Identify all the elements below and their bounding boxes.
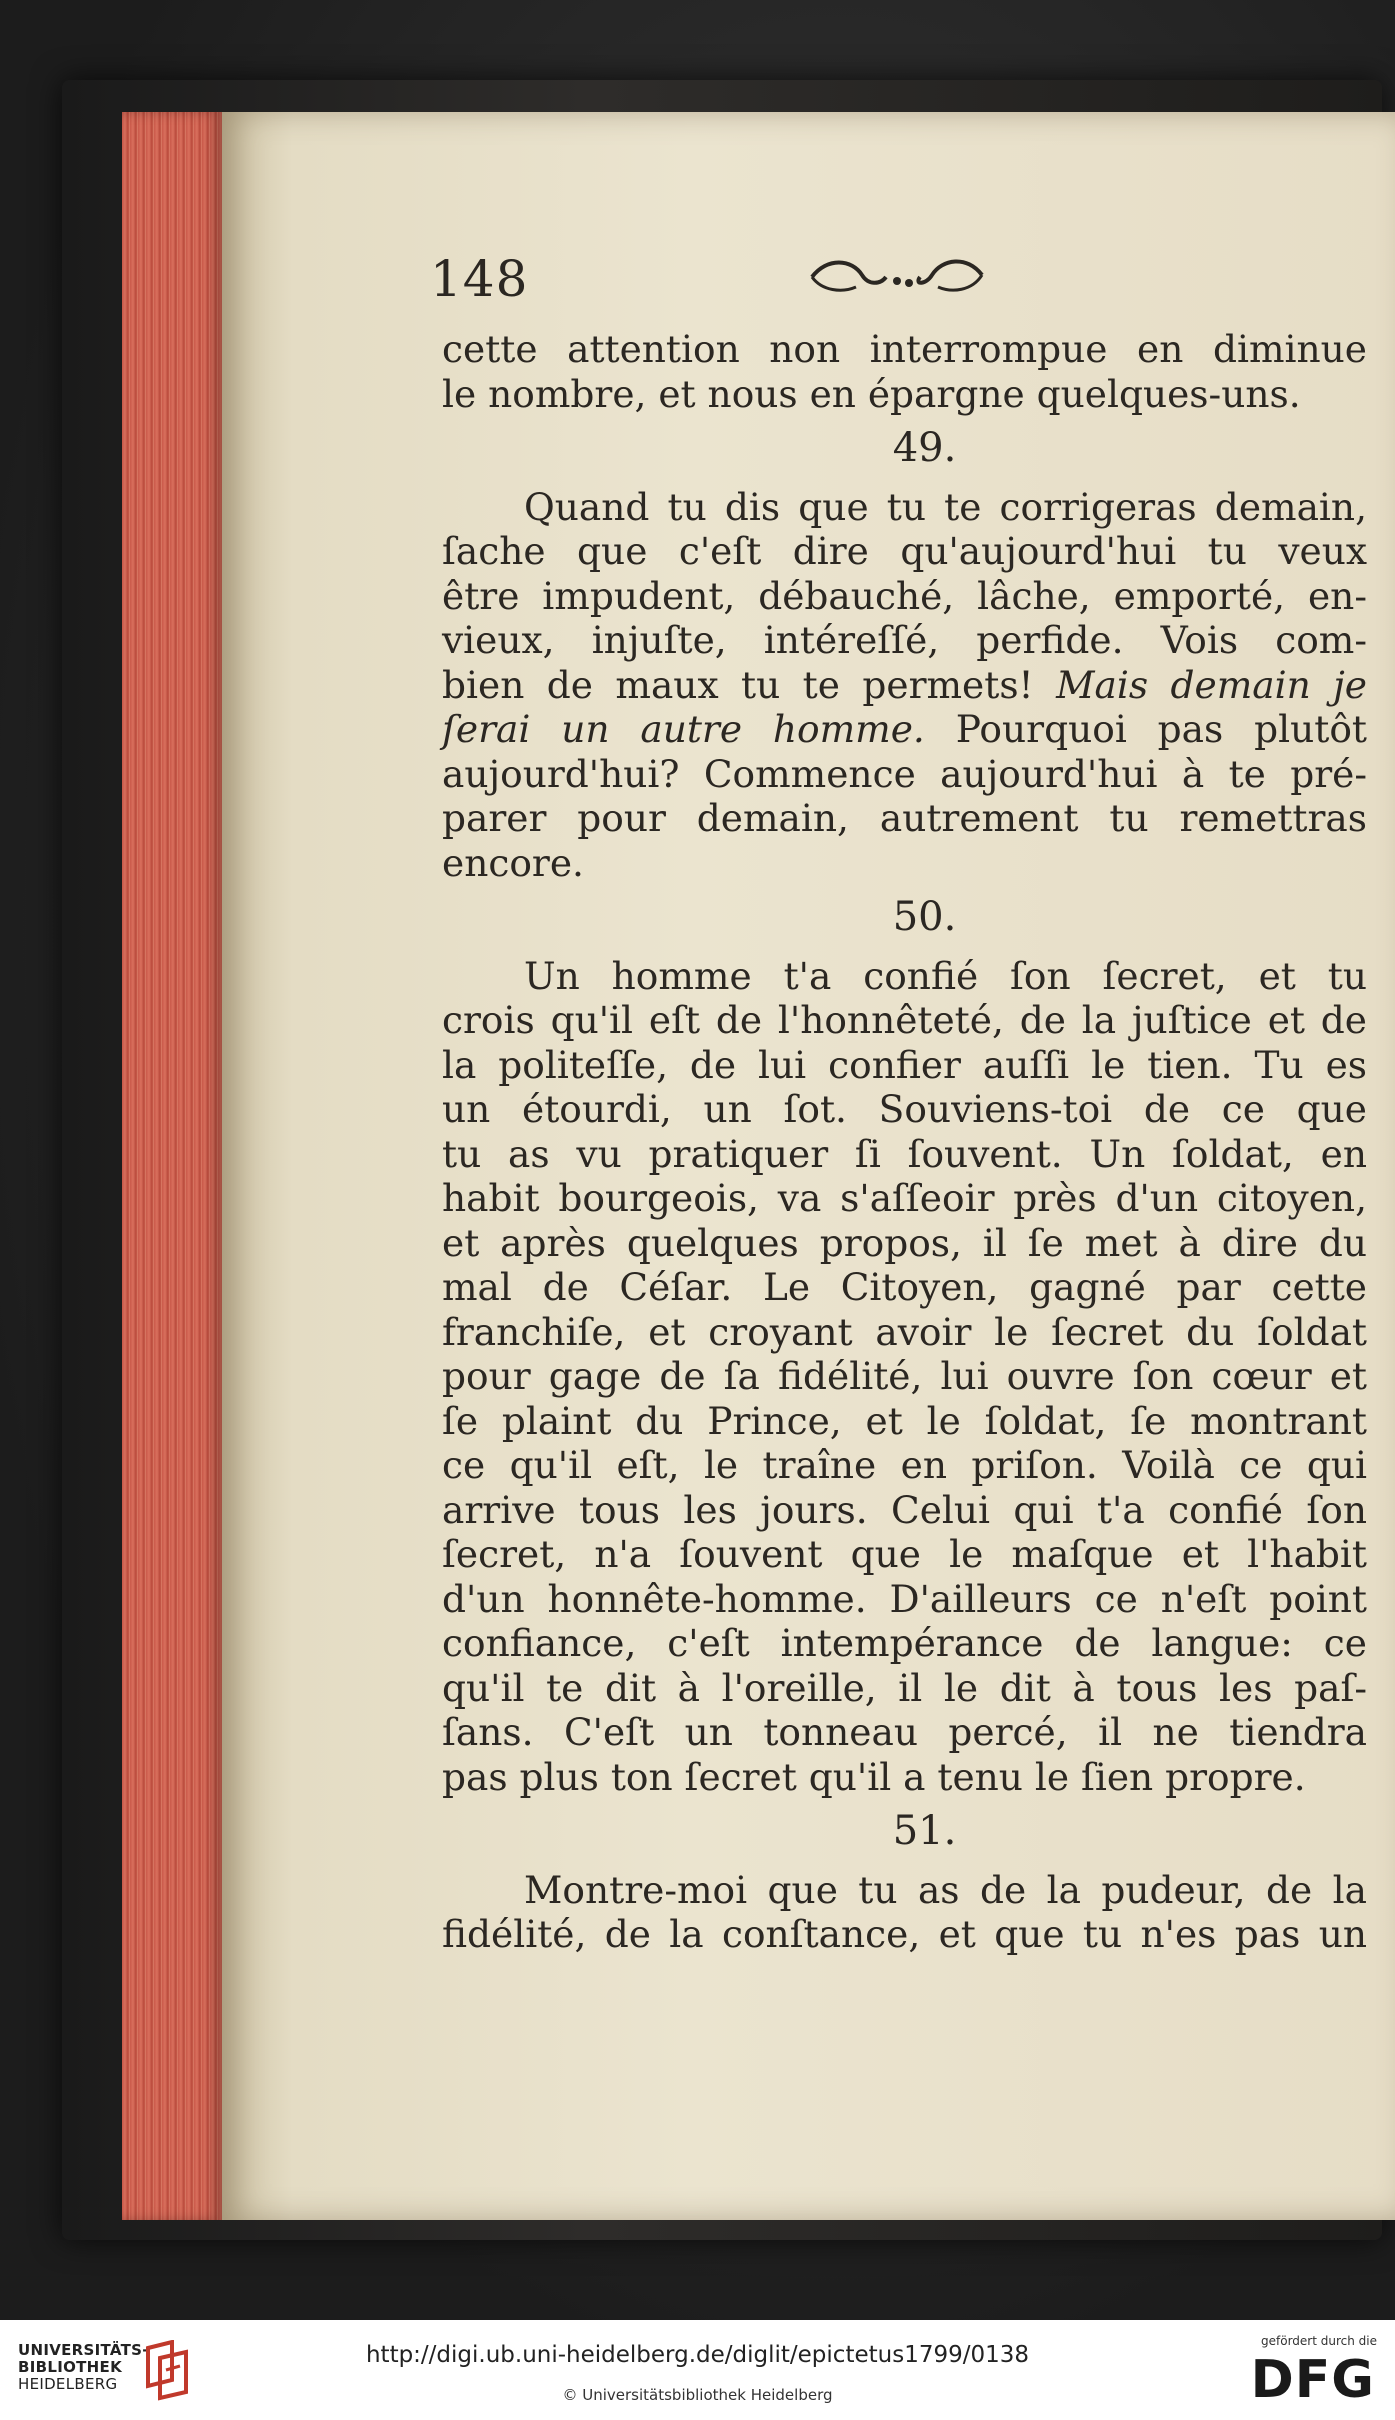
text-line: ſache que c'eſt dire qu'aujourd'hui tu veux — [442, 529, 1367, 573]
text-line: Quand tu dis que tu te corrigeras demain, — [524, 484, 1367, 529]
text-line: d'un honnête-homme. D'ailleurs ce n'eſt point — [442, 1576, 1367, 1621]
text-line: cette attention non interrompue en diminue — [442, 327, 1367, 371]
text-line: qu'il te dit à l'oreille, il le dit à tous les paſ- — [442, 1665, 1367, 1710]
text-line: mal de Céſar. Le Citoyen, gagné par cette — [442, 1265, 1367, 1309]
text-line — [442, 663, 1367, 708]
page-text — [442, 327, 1367, 1957]
text-line: ſans. C'eſt un tonneau percé, il ne tiendra — [442, 1710, 1367, 1754]
section-number: 50. — [892, 894, 957, 940]
dfg-logo[interactable]: DFG — [1250, 2350, 1375, 2410]
text-line: un étourdi, un ſot. Souviens-toi de ce que — [442, 1087, 1367, 1131]
ornament-icon — [802, 247, 992, 307]
page-number: 148 — [430, 250, 529, 308]
page-edges — [122, 112, 222, 2220]
text-segment: bien de maux tu te permets! — [442, 662, 1034, 707]
text-line: crois qu'il eſt de l'honnêteté, de la juſtice et de — [442, 998, 1367, 1042]
funder-note: gefördert durch die — [1261, 2334, 1377, 2348]
section-number: 49. — [892, 425, 957, 471]
copyright-notice: © Universitätsbibliothek Heidelberg — [562, 2386, 833, 2404]
italic-text: ſerai un autre homme. — [442, 707, 925, 751]
text-line: encore. — [442, 840, 584, 885]
text-line — [442, 707, 1367, 752]
text-segment: Pourquoi pas plutôt — [955, 707, 1367, 751]
text-line: vieux, injuſte, intéreſſé, perfide. Vois com- — [442, 618, 1367, 662]
text-line: franchiſe, et croyant avoir le ſecret du ſoldat — [442, 1309, 1367, 1354]
text-line: confiance, c'eſt intempérance de langue: ce — [442, 1621, 1367, 1665]
text-line: tu as vu pratiquer ſi ſouvent. Un ſoldat, en — [442, 1131, 1367, 1176]
text-line: ſecret, n'a ſouvent que le maſque et l'habit — [442, 1532, 1367, 1576]
text-line: Un homme t'a confié ſon ſecret, et tu — [524, 953, 1367, 998]
text-line: la politeſſe, de lui confier auſſi le tien. Tu es — [442, 1042, 1367, 1087]
text-line: Montre-moi que tu as de la pudeur, de la — [524, 1867, 1367, 1912]
library-name-line: BIBLIOTHEK — [18, 2358, 122, 2376]
library-name-line: HEIDELBERG — [18, 2375, 118, 2393]
permalink[interactable]: http://digi.ub.uni-heidelberg.de/diglit/epictetus1799/0138 — [365, 2342, 1030, 2368]
text-line: pas plus ton ſecret qu'il a tenu le ſien propre. — [442, 1754, 1306, 1799]
text-line: aujourd'hui? Commence aujourd'hui à te pré- — [442, 751, 1367, 796]
viewer-footer — [0, 2320, 1395, 2420]
text-line: fidélité, de la conſtance, et que tu n'es pas un — [442, 1912, 1367, 1956]
text-line: arrive tous les jours. Celui qui t'a confié ſon — [442, 1487, 1367, 1532]
library-name-line: UNIVERSITÄTS- — [18, 2341, 149, 2359]
book-page — [222, 112, 1395, 2220]
text-line: parer pour demain, autrement tu remettras — [442, 796, 1367, 840]
text-line: ſe plaint du Prince, et le ſoldat, ſe montrant — [442, 1398, 1367, 1443]
text-line: le nombre, et nous en épargne quelques-uns. — [442, 371, 1301, 416]
text-line: et après quelques propos, il ſe met à dire du — [442, 1220, 1367, 1265]
text-line: habit bourgeois, va s'aſſeoir près d'un citoyen, — [442, 1176, 1367, 1220]
italic-text: Mais demain je — [1056, 662, 1368, 707]
text-line: être impudent, débauché, lâche, emporté, en- — [442, 573, 1367, 618]
text-line: ce qu'il eſt, le traîne en priſon. Voilà ce qui — [442, 1443, 1367, 1487]
text-line: pour gage de ſa fidélité, lui ouvre ſon cœur et — [442, 1354, 1367, 1398]
section-number: 51. — [892, 1808, 957, 1854]
